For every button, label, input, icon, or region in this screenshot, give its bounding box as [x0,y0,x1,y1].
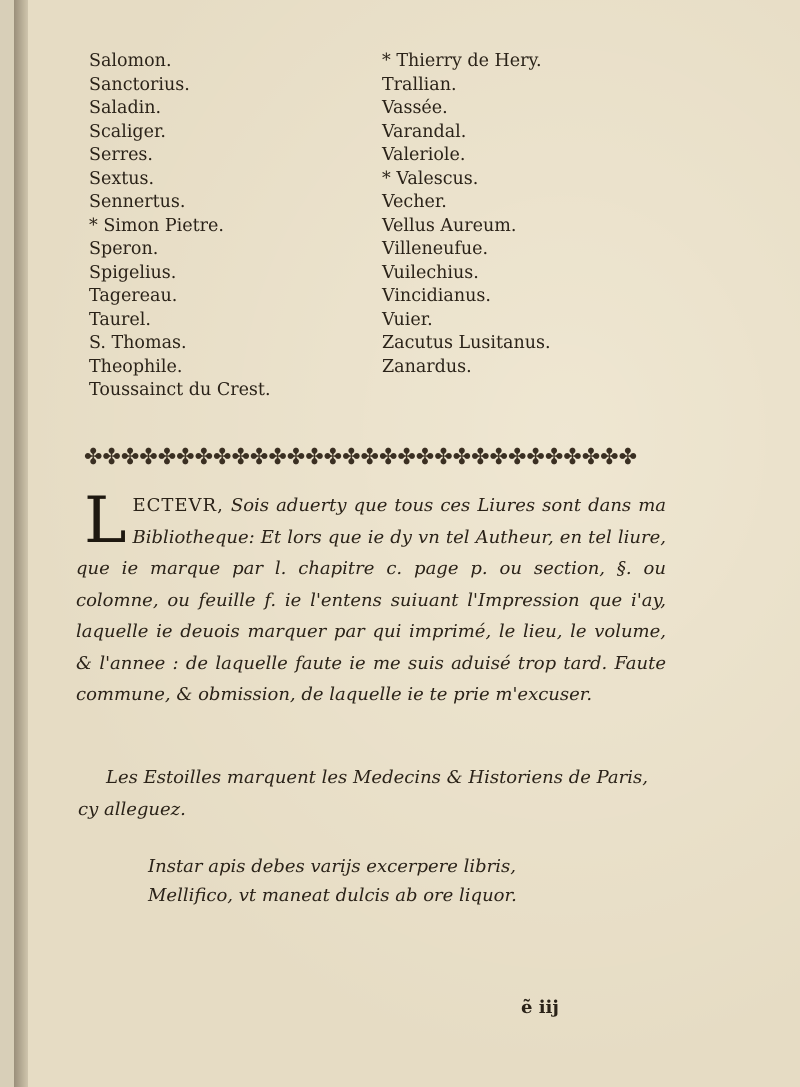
name-entry: Speron. [89,239,159,259]
verse-line: Mellifico, vt maneat dulcis ab ore liquor. [148,885,517,906]
latin-verse [148,852,517,910]
name-entry: Sextus. [89,168,155,189]
name-entry: Zacutus Lusitanus. [382,333,551,353]
page-spine-shadow [14,0,28,1087]
name-entry: * Thierry de Hery. [382,51,542,71]
name-entry: Trallian. [382,74,457,95]
name-entry: Vuilechius. [382,262,479,283]
name-entry: Theophile. [89,356,183,377]
name-entry: Spigelius. [89,262,177,283]
name-entry: Vecher. [382,192,447,212]
names-column-right [382,50,551,379]
signature-mark: ẽ iij [521,997,559,1018]
notice-to-reader [76,484,666,711]
name-entry: Vincidianus. [382,286,491,306]
name-entry: Valeriole. [382,145,466,165]
asterisk-note: Les Estoilles marquent les Medecins & Historiens de Paris, cy alleguez. [78,767,648,820]
names-column-left [89,50,271,403]
name-entry: Vassée. [382,98,448,118]
drop-cap: L [84,484,127,558]
notice-text: Sois aduerty que tous ces Liures sont dans ma Bibliotheque: Et lors que ie dy vn tel Autheur, en tel liure, que ie marque par l. chapitre c. page p. ou section, §. ou colomne, ou feuille f. ie l'entens suiuant l'Impression que i'ay, laquelle ie deuois marquer par qui imprimé, le lieu, le volume, & l'annee : de laquelle faute ie me suis aduisé trop tard. Faute commune, & obmission, de laquelle ie te prie m'excuser. [76,495,666,705]
verse-line: Instar apis debes varijs excerpere libris, [148,856,516,877]
name-entry: Toussainct du Crest. [89,380,271,400]
name-entry: Serres. [89,145,153,165]
name-entry: Vuier. [382,309,433,330]
name-entry: Salomon. [89,51,172,71]
name-entry: * Valescus. [382,168,479,189]
fleuron-border-ornament: ✤✤✤✤✤✤✤✤✤✤✤✤✤✤✤✤✤✤✤✤✤✤✤✤✤✤✤✤✤✤ [84,445,638,470]
name-entry: Varandal. [382,121,467,142]
name-entry: S. Thomas. [89,333,187,353]
name-entry: * Simon Pietre. [89,215,224,236]
name-entry: Taurel. [89,309,151,330]
name-entry: Scaliger. [89,121,166,142]
name-entry: Sennertus. [89,192,186,212]
notice-lead-word: ECTEVR, [132,495,224,516]
name-entry: Vellus Aureum. [382,215,517,236]
name-entry: Tagereau. [89,286,178,306]
name-entry: Sanctorius. [89,74,190,95]
name-entry: Saladin. [89,98,162,118]
name-entry: Villeneufue. [382,239,489,259]
book-page [14,0,800,1087]
name-entry: Zanardus. [382,356,472,377]
